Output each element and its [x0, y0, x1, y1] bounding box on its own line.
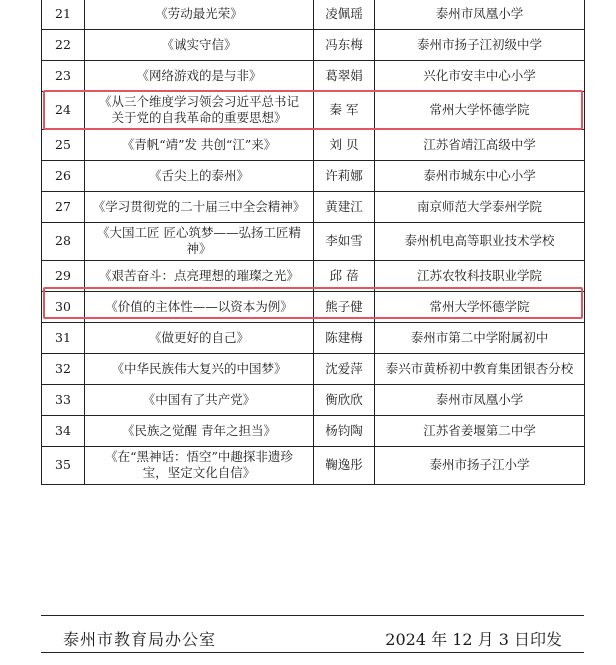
work-title: 《民族之觉醒 青年之担当》 [85, 415, 314, 446]
table-row [42, 60, 585, 91]
row-number: 30 [42, 291, 85, 322]
row-number: 21 [42, 0, 85, 29]
table-row [42, 129, 585, 160]
author-name: 许莉娜 [314, 160, 375, 191]
work-title: 《做更好的自己》 [85, 322, 314, 353]
row-number: 29 [42, 260, 85, 291]
author-name: 李如雪 [314, 222, 375, 260]
work-title: 《在“黑神话：悟空”中趣探非遗珍宝，坚定文化自信》 [85, 446, 314, 484]
school-name: 江苏省姜堰第二中学 [375, 415, 585, 446]
work-title: 《大国工匠 匠心筑梦——弘扬工匠精神》 [85, 222, 314, 260]
row-number: 25 [42, 129, 85, 160]
work-title: 《学习贯彻党的二十届三中全会精神》 [85, 191, 314, 222]
school-name: 南京师范大学泰州学院 [375, 191, 585, 222]
school-name: 泰兴市黄桥初中教育集团银杏分校 [375, 353, 585, 384]
school-name: 泰州机电高等职业技术学校 [375, 222, 585, 260]
table-row [42, 415, 585, 446]
school-name: 常州大学怀德学院 [375, 291, 585, 322]
school-name: 泰州市扬子江初级中学 [375, 29, 585, 60]
row-number: 27 [42, 191, 85, 222]
document-footer [41, 615, 584, 653]
author-name: 鞠逸彤 [314, 446, 375, 484]
school-name: 泰州市扬子江小学 [375, 446, 585, 484]
author-name: 刘 贝 [314, 129, 375, 160]
author-name: 葛翠娟 [314, 60, 375, 91]
table-row-highlighted [42, 91, 585, 129]
row-number: 28 [42, 222, 85, 260]
row-number: 24 [42, 91, 85, 129]
school-name: 泰州市凤凰小学 [375, 384, 585, 415]
school-name: 兴化市安丰中心小学 [375, 60, 585, 91]
school-name: 泰州市第二中学附属初中 [375, 322, 585, 353]
work-title: 《中华民族伟大复兴的中国梦》 [85, 353, 314, 384]
table-row [42, 191, 585, 222]
table-row [42, 384, 585, 415]
work-title: 《劳动最光荣》 [85, 0, 314, 29]
work-title: 《网络游戏的是与非》 [85, 60, 314, 91]
table-row [42, 222, 585, 260]
table-row [42, 29, 585, 60]
author-name: 黄建江 [314, 191, 375, 222]
table-row [42, 322, 585, 353]
award-list-table [41, 0, 585, 485]
row-number: 26 [42, 160, 85, 191]
author-name: 杨钧陶 [314, 415, 375, 446]
author-name: 熊子健 [314, 291, 375, 322]
author-name: 秦 军 [314, 91, 375, 129]
table-row [42, 160, 585, 191]
work-title: 《舌尖上的泰州》 [85, 160, 314, 191]
row-number: 34 [42, 415, 85, 446]
school-name: 泰州市凤凰小学 [375, 0, 585, 29]
row-number: 33 [42, 384, 85, 415]
table-row [42, 260, 585, 291]
table-row-highlighted [42, 291, 585, 322]
author-name: 邱 蓓 [314, 260, 375, 291]
author-name: 沈爱萍 [314, 353, 375, 384]
school-name: 常州大学怀德学院 [375, 91, 585, 129]
school-name: 泰州市城东中心小学 [375, 160, 585, 191]
row-number: 31 [42, 322, 85, 353]
school-name: 江苏省靖江高级中学 [375, 129, 585, 160]
row-number: 22 [42, 29, 85, 60]
work-title: 《价值的主体性——以资本为例》 [85, 291, 314, 322]
issuing-office: 泰州市教育局办公室 [63, 630, 217, 649]
work-title: 《青帆“靖”发 共创“江”来》 [85, 129, 314, 160]
row-number: 35 [42, 446, 85, 484]
author-name: 冯东梅 [314, 29, 375, 60]
table-row [42, 353, 585, 384]
table-row [42, 446, 585, 484]
work-title: 《从三个维度学习领会习近平总书记关于党的自我革命的重要思想》 [85, 91, 314, 129]
work-title: 《诚实守信》 [85, 29, 314, 60]
author-name: 陈建梅 [314, 322, 375, 353]
author-name: 衡欣欣 [314, 384, 375, 415]
row-number: 32 [42, 353, 85, 384]
school-name: 江苏农牧科技职业学院 [375, 260, 585, 291]
table-row [42, 0, 585, 29]
work-title: 《艰苦奋斗：点亮理想的璀璨之光》 [85, 260, 314, 291]
work-title: 《中国有了共产党》 [85, 384, 314, 415]
issue-date: 2024 年 12 月 3 日印发 [385, 630, 562, 649]
author-name: 凌佩瑶 [314, 0, 375, 29]
row-number: 23 [42, 60, 85, 91]
